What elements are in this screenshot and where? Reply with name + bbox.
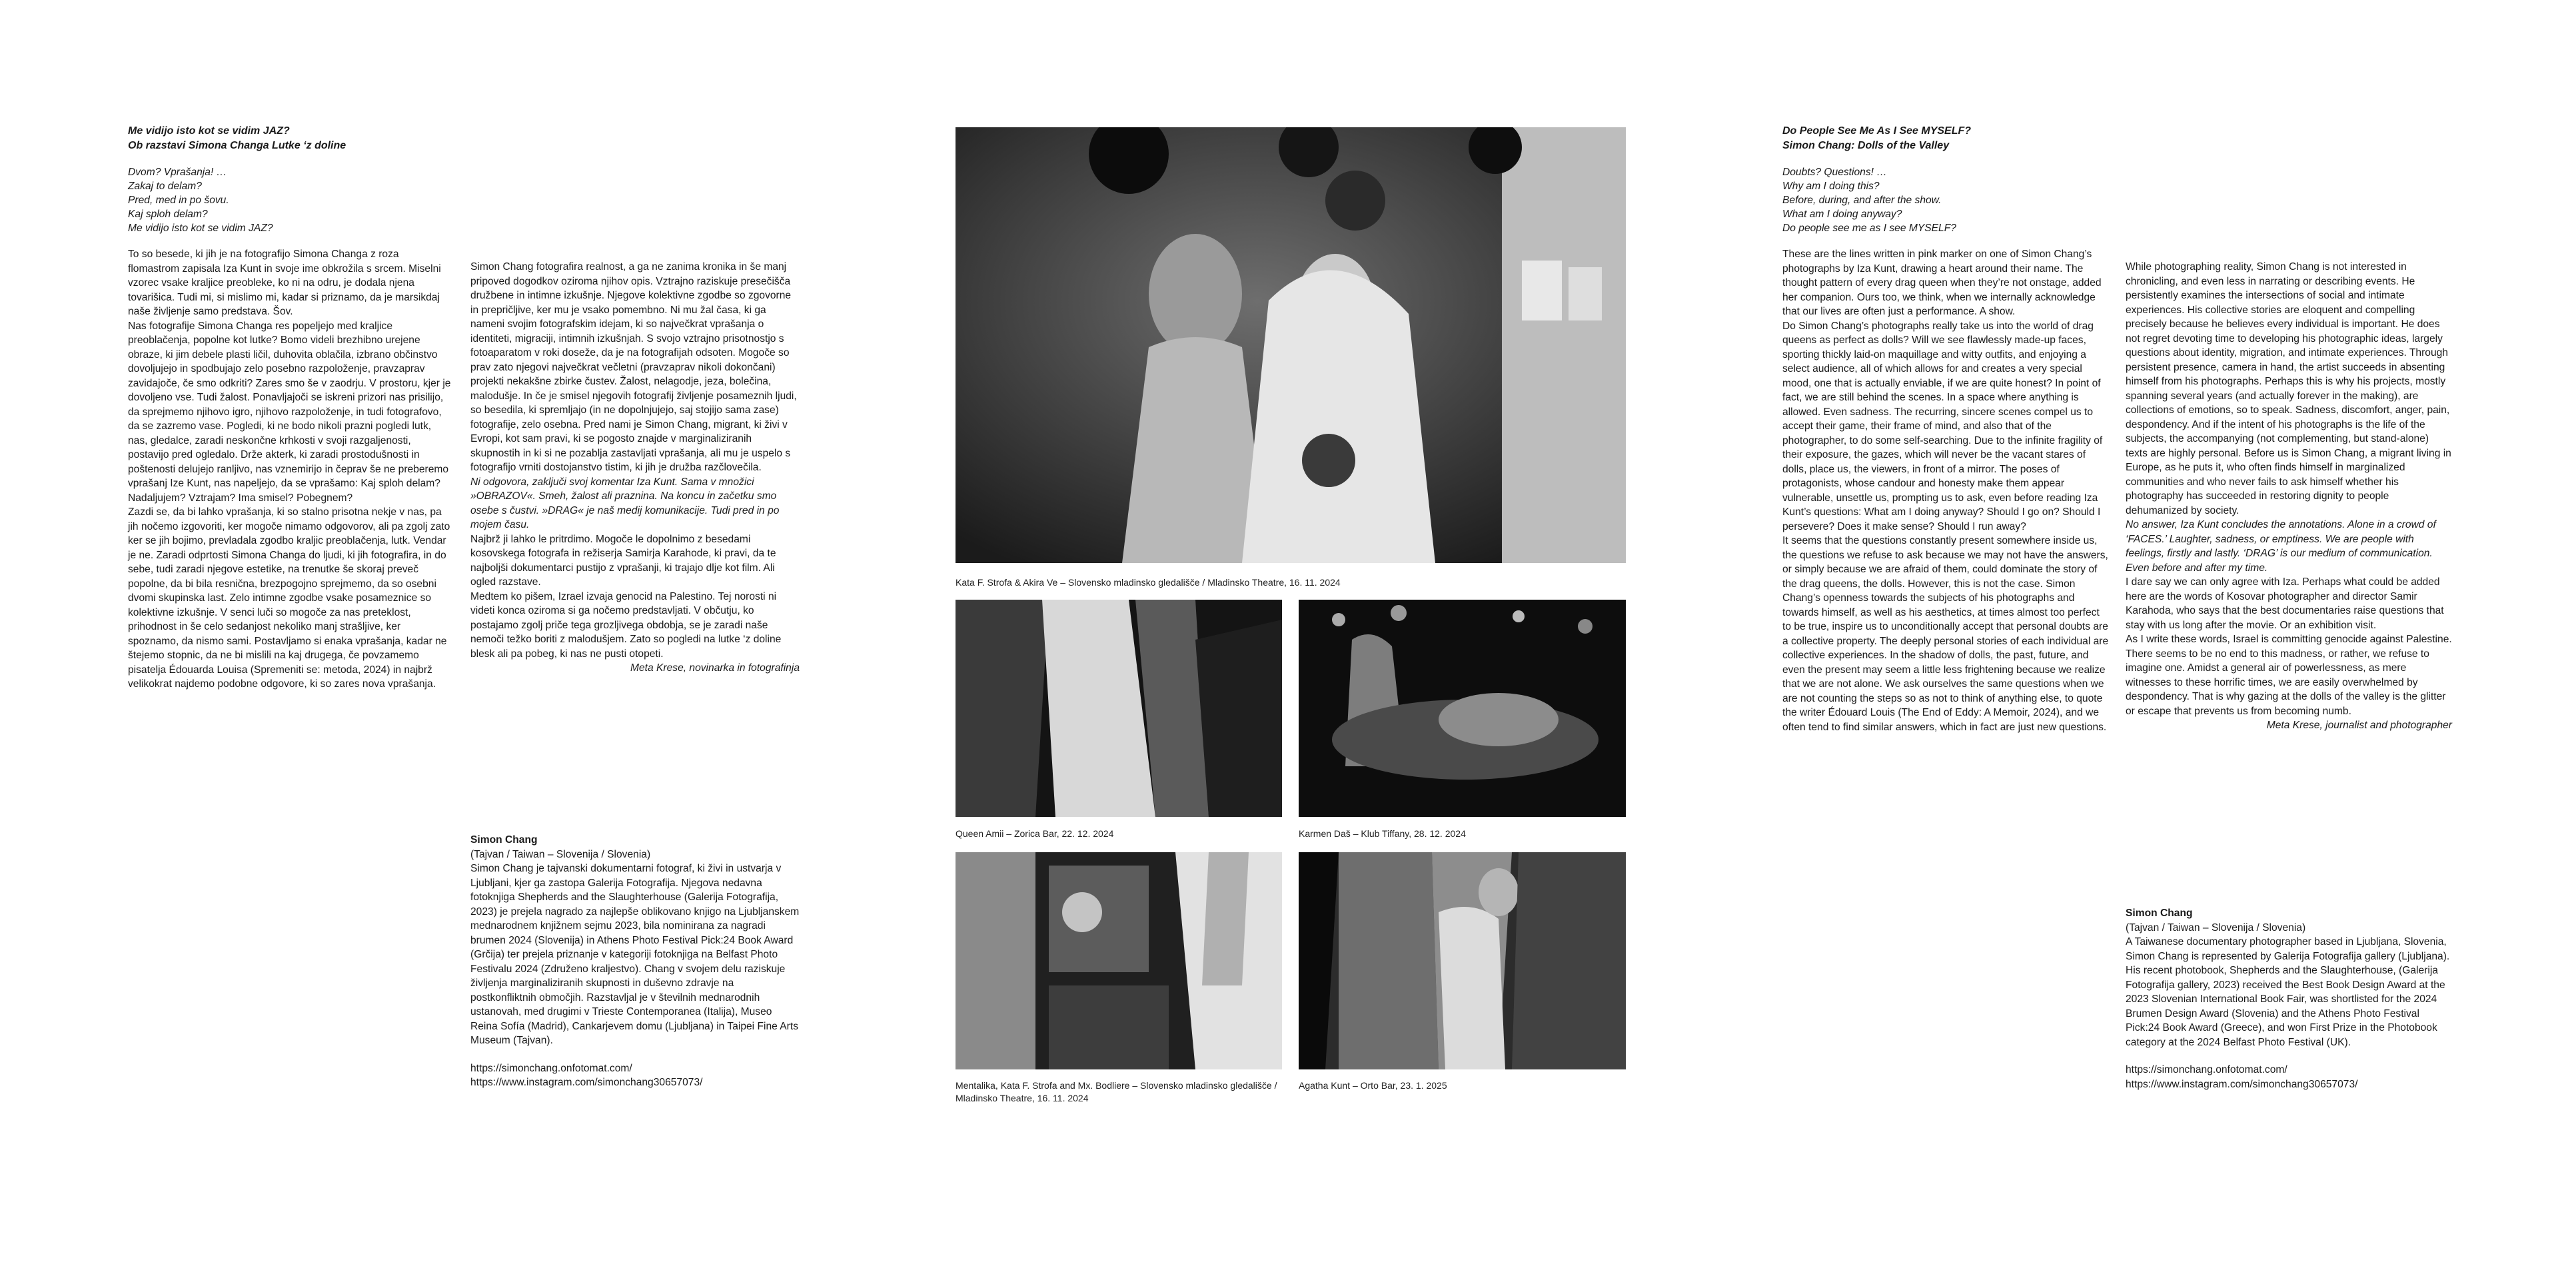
photo-mentalika [956, 852, 1282, 1069]
english-text-column-1 [1782, 124, 2109, 734]
poem-line: Why am I doing this? [1782, 181, 1880, 192]
english-bio [2126, 906, 2452, 1091]
body-paragraph: No answer, Iza Kunt concludes the annotations. Alone in a crowd of ‘FACES.’ Laughter, sadness, or emptiness. We are people with feelings, firstly and lastly. ‘DRAG’ is our medium of communication. Even before and after my time. [2126, 519, 2436, 574]
body-paragraph: Zazdi se, da bi lahko vprašanja, ki so stalno prisotna nekje v nas, pa jih nočemo izgovoriti, ker mogoče nimamo odgovorov, ali pa zgolj zato ker se jih bojimo, prevladala zgodbo kraljic preoblačenja, lutk. Vendar je ne. Zaradi odprtosti Simona Changa do ljudi, ki jih fotografira, in do sebe, tudi zaradi njegove estetike, na trenutke še skoraj preveč popolne, da bi bila resnična, brezpogojno sprejmemo, da so osebni dvomi skupinska last. Zelo intimne zgodbe vsake posameznice so kolektivne izkušnje. V senci luči so mogoče za nas preteklost, prihodnost in še celo sedanjost nekoliko manj strašljive, ker spoznamo, da nismo sami. Postavljamo si enaka vprašanja, kadar ne štejemo stopnic, da ne bi mislili na kaj drugega, če povzamemo pisatelja Édouarda Louisa (Spremeniti se: metoda, 2024) in najbrž velikokrat najdemo podobne odgovore, ki so zares nova vprašanja. [128, 506, 450, 690]
body-paragraph: It seems that the questions constantly present somewhere inside us, the questions we refuse to ask because we may not have the answers, or simply because we are afraid of them, could dominate the story of the drag queens, the dolls. However, this is not the case. Simon Chang’s openness towards the subjects of his photographs and towards himself, as well as his aesthetics, at times almost too perfect to be true, inspire us to unconditionally accept that personal doubts are a collective property. The deeply personal stories of each individual are collective experiences. In the shadow of dolls, the past, future, and even the present may seem a little less frightening because we realize that we are not alone. We ask ourselves the same questions when we are not counting the steps so as not to think of anything else, to quote the writer Édouard Louis (The End of Eddy: A Memoir, 2024), and we often tend to find similar answers, which in fact are just new questions. [1782, 535, 2109, 733]
poem-line: Do people see me as I see MYSELF? [1782, 223, 1956, 234]
english-poem [1782, 165, 2109, 235]
body-paragraph: As I write these words, Israel is committing genocide against Palestine. There seems to be no end to this madness, or rather, we refuse to imagine one. Amidst a general air of powerlessness, as mere witnesses to these horrific times, we are easily overwhelmed by despondency. That is why gazing at the dolls of the valley is the glitter or escape that prevents us from becoming numb. [2126, 634, 2452, 717]
author-signature: Meta Krese, journalist and photographer [2266, 720, 2452, 731]
bio-location: (Tajvan / Taiwan – Slovenija / Slovenia) [2126, 922, 2306, 934]
poem-line: Doubts? Questions! … [1782, 167, 1887, 178]
bio-links [470, 1061, 800, 1090]
slovenian-text-column-1 [128, 124, 452, 692]
instagram-link[interactable]: https://www.instagram.com/simonchang30657073/ [470, 1077, 703, 1088]
body-paragraph: Ni odgovora, zaključi svoj komentar Iza Kunt. Sama v množici »OBRAZOV«. Smeh, žalost ali praznina. Na koncu in začetku smo osebe s čustvi. »DRAG« je naš medij komunikacije. Tudi pred in po mojem času. [470, 476, 780, 530]
slovenian-subtitle: Ob razstavi Simona Changa Lutke ‘z doline [128, 140, 346, 151]
main-photo [956, 127, 1626, 563]
photo-caption: Karmen Daš – Klub Tiffany, 28. 12. 2024 [1299, 828, 1466, 839]
slovenian-text-column-2 [470, 260, 800, 676]
website-link[interactable]: https://simonchang.onfotomat.com/ [2126, 1064, 2287, 1075]
poem-line: What am I doing anyway? [1782, 209, 1902, 220]
body-paragraph: Medtem ko pišem, Izrael izvaja genocid na Palestino. Tej norosti ni videti konca oziroma si ga nočemo predstavljati. V občutju, ko postajamo zgolj priče tega grozljivega obdobja, se je zaradi naše nemoči težko boriti z malodušjem. Zato so pogledi na lutke ‘z doline blesk ali pa pobeg, ki nas ne pusti otopeti. [470, 590, 782, 660]
bio-name: Simon Chang [470, 834, 538, 846]
poem-line: Kaj sploh delam? [128, 209, 208, 220]
photo-caption: Queen Amii – Zorica Bar, 22. 12. 2024 [956, 828, 1114, 839]
main-photo-caption: Kata F. Strofa & Akira Ve – Slovensko mladinsko gledališče / Mladinsko Theatre, 16. 11. 2024 [956, 577, 1341, 588]
poem-line: Zakaj to delam? [128, 181, 202, 192]
english-subtitle: Simon Chang: Dolls of the Valley [1782, 140, 1950, 151]
photo-caption: Mentalika, Kata F. Strofa and Mx. Bodliere – Slovensko mladinsko gledališče / Mladinsko Theatre, 16. 11. 2024 [956, 1080, 1277, 1103]
photo-karmen-das [1299, 600, 1626, 817]
body-paragraph: I dare say we can only agree with Iza. Perhaps what could be added here are the words of Kosovar photographer and director Samir Karahoda, who says that the best documentaries raise questions that stay with us long after the movie. Or an exhibition visit. [2126, 576, 2444, 631]
english-text-column-2 [2126, 260, 2452, 733]
body-paragraph: Do Simon Chang’s photographs really take us into the world of drag queens as perfect as dolls? Will we see flawlessly made-up faces, sporting thickly laid-on maquillage and witty outfits, and enjoying a select audience, all of which allows for and creates a very special mood, one that is actually enviable, if we are quite honest? In point of fact, we are still behind the scenes. In a space where anything is allowed. Even sadness. The recurring, sincere scenes compel us to accept their game, their frame of mind, and also that of the photographer, to do some self-searching. Due to the infinite fragility of their exposure, the gazes, which will never be the vacant stares of dolls, place us, the viewers, in front of a mirror. The poses of protagonists, whose candour and honesty make them appear vulnerable, unsettle us, prompting us to ask, even before reading Iza Kunt’s questions: What am I doing anyway? Should I go on? Should I persevere? Does it make sense? Should I run away? [1782, 320, 2103, 532]
poem-line: Dvom? Vprašanja! … [128, 167, 227, 178]
body-paragraph: These are the lines written in pink marker on one of Simon Chang’s photographs by Iza Kunt, drawing a heart around their name. The thought pattern of every drag queen when they’re not onstage, added her companion. Ours too, we think, when we internally acknowledge that our lives are often just a performance. A show. [1782, 249, 2102, 317]
body-paragraph: Najbrž ji lahko le pritrdimo. Mogoče le dopolnimo z besedami kosovskega fotografa in režiserja Samirja Karahode, ki pravi, da te najboljši dokumentarci pustijo z vprašanji, ki trajajo dlje kot film. Ali ogled razstave. [470, 533, 776, 588]
instagram-link[interactable]: https://www.instagram.com/simonchang30657073/ [2126, 1078, 2358, 1090]
slovenian-title: Me vidijo isto kot se vidim JAZ? [128, 125, 290, 137]
bio-text: Simon Chang je tajvanski dokumentarni fotograf, ki živi in ustvarja v Ljubljani, kjer ga zastopa Galerija Fotografija. Njegova nedavna fotoknjiga Shepherds and the Slaughterhouse (Galerija Fotografija, 2023) je prejela nagrado za najlepše oblikovano knjigo na Ljubljanskem mednarodnem knjižnem sejmu 2023, bila nominirana za nagradi brumen 2024 (Slovenija) in Athens Photo Festival Pick:24 Book Award (Grčija) ter prejela priznanje v kategoriji fotoknjiga na Belfast Photo Festivalu 2024 (Združeno kraljestvo). Chang v svojem delu raziskuje življenja marginaliziranih skupnosti in duševno zdravje na postkonfliktnih območjih. Razstavljal je v številnih mednarodnih ustanovah, med drugimi v Trieste Contemporanea (Italija), Museo Reina Sofía (Madrid), Cankarjevem domu (Ljubljana) in Taipei Fine Arts Museum (Tajvan). [470, 863, 800, 1046]
poem-line: Me vidijo isto kot se vidim JAZ? [128, 223, 273, 234]
poem-line: Pred, med in po šovu. [128, 195, 229, 206]
slovenian-poem [128, 165, 452, 235]
website-link[interactable]: https://simonchang.onfotomat.com/ [470, 1062, 632, 1074]
body-paragraph: To so besede, ki jih je na fotografijo Simona Changa z roza flomastrom zapisala Iza Kunt in svoje ime obkrožila s srcem. Miselni vzorec vsake kraljice preobleke, ko ni na odru, je dodala njena tovarišica. Tudi mi, si mislimo mi, kadar si priznamo, da je marsikdaj naše življenje samo predstava. Šov. [128, 249, 441, 317]
body-paragraph: While photographing reality, Simon Chang is not interested in chronicling, and even less in narrating or describing events. He persistently examines the intersections of social and intimate experiences. His collective stories are eloquent and compelling precisely because he believes every individual is important. He does not regret devoting time to developing his photographic ideas, largely questions about identity, migration, and intimate experiences. Through persistent presence, camera in hand, the artist succeeds in absenting himself from his photographs. Perhaps this is why his projects, mostly spanning several years (and actually forever in the making), are collections of emotions, so to speak. Sadness, discomfort, anger, pain, despondency. And if the intent of his photographs is the life of the subjects, the accompanying (not complementing, but stand-alone) texts are highly personal. Before us is Simon Chang, a migrant living in Europe, as he puts it, who often finds himself in marginalized communities and who never fails to ask himself whether his photography has succeeded in restoring dignity to people dehumanized by society. [2126, 261, 2451, 516]
photo-agatha-kunt [1299, 852, 1626, 1069]
english-title: Do People See Me As I See MYSELF? [1782, 125, 1972, 137]
bio-name: Simon Chang [2126, 908, 2193, 919]
bio-text: A Taiwanese documentary photographer based in Ljubljana, Slovenia, Simon Chang is represented by Galerija Fotografija gallery (Ljubljana). His recent photobook, Shepherds and the Slaughterhouse, (Galerija Fotografija gallery, 2023) received the Best Book Design Award at the 2023 Slovenian International Book Fair, was shortlisted for the 2024 Brumen Design Award (Slovenia) and the Athens Photo Festival Pick:24 Book Award (Greece), and won First Prize in the Photobook category at the 2024 Belfast Photo Festival (UK). [2126, 936, 2450, 1048]
slovenian-bio [470, 833, 800, 1090]
photo-caption: Agatha Kunt – Orto Bar, 23. 1. 2025 [1299, 1080, 1447, 1091]
author-signature: Meta Krese, novinarka in fotografinja [630, 662, 800, 674]
photo-queen-amii [956, 600, 1282, 817]
bio-location: (Tajvan / Taiwan – Slovenija / Slovenia) [470, 848, 651, 860]
bio-links [2126, 1063, 2452, 1091]
body-paragraph: Nas fotografije Simona Changa res popeljejo med kraljice preoblačenja, popolne kot lutke? Bomo videli brezhibno urejene obraze, ki jim debele plasti ličil, duhovita oblačila, izbrano občinstvo dovoljujejo in spodbujajo zelo posebno razpoloženje, pravzaprav zavidajoče, če smo odkriti? Zares smo še v zaodrju. V prostoru, kjer je dovoljeno vse. Tudi žalost. Ponavljajoči se iskreni prizori nas prisilijo, da sprejmemo njihovo igro, njihovo razpoloženje, in tudi fotografovo, da se zazremo vase. Pogledi, ki ne bodo nikoli prazni pogledi lutk, nas, gledalce, zaradi neskončne krhkosti v svoji razgaljenosti, postavijo pred ogledalo. Drže akterk, ki zaradi prostodušnosti in poštenosti delujejo ranljivo, nas vznemirijo in čeprav še ne preberemo vprašanj Ize Kunt, nas napeljejo, da se vprašamo: Kaj sploh delam? Nadaljujem? Vztrajam? Ima smisel? Pobegnem? [128, 320, 451, 504]
poem-line: Before, during, and after the show. [1782, 195, 1942, 206]
body-paragraph: Simon Chang fotografira realnost, a ga ne zanima kronika in še manj pripoved dogodkov oziroma njihov opis. Vztrajno raziskuje presečišča družbene in intimne izkušnje. Njegove kolektivne zgodbe so zgovorne in prepričljive, ker mu je vsako pomembno. Ni mu žal časa, ki ga nameni svojim fotografskim idejam, ki so največkrat vprašanja o identiteti, migraciji, intimnih izkušnjah. S svojo vztrajno prisotnostjo s fotoaparatom v roki doseže, da je na fotografijah odsoten. Mogoče so prav zato njegovi največkrat večletni (pravzaprav nikoli dokončani) projekti nekakšne zbirke čustev. Žalost, nelagodje, jeza, bolečina, malodušje. In če je smisel njegovih fotografij življenje posameznih ljudi, so besedila, ki spremljajo (in ne dopolnjujejo, saj stojijo sama zase) fotografije, zelo osebna. Pred nami je Simon Chang, migrant, ki živi v Evropi, kot sam pravi, ki se pogosto znajde v marginaliziranih skupnostih in ki si ne pozablja zastavljati vprašanja, ali mu je uspelo s fotografijo vrniti dostojanstvo tistim, ki jih je družba razčlovečila. [470, 261, 797, 473]
